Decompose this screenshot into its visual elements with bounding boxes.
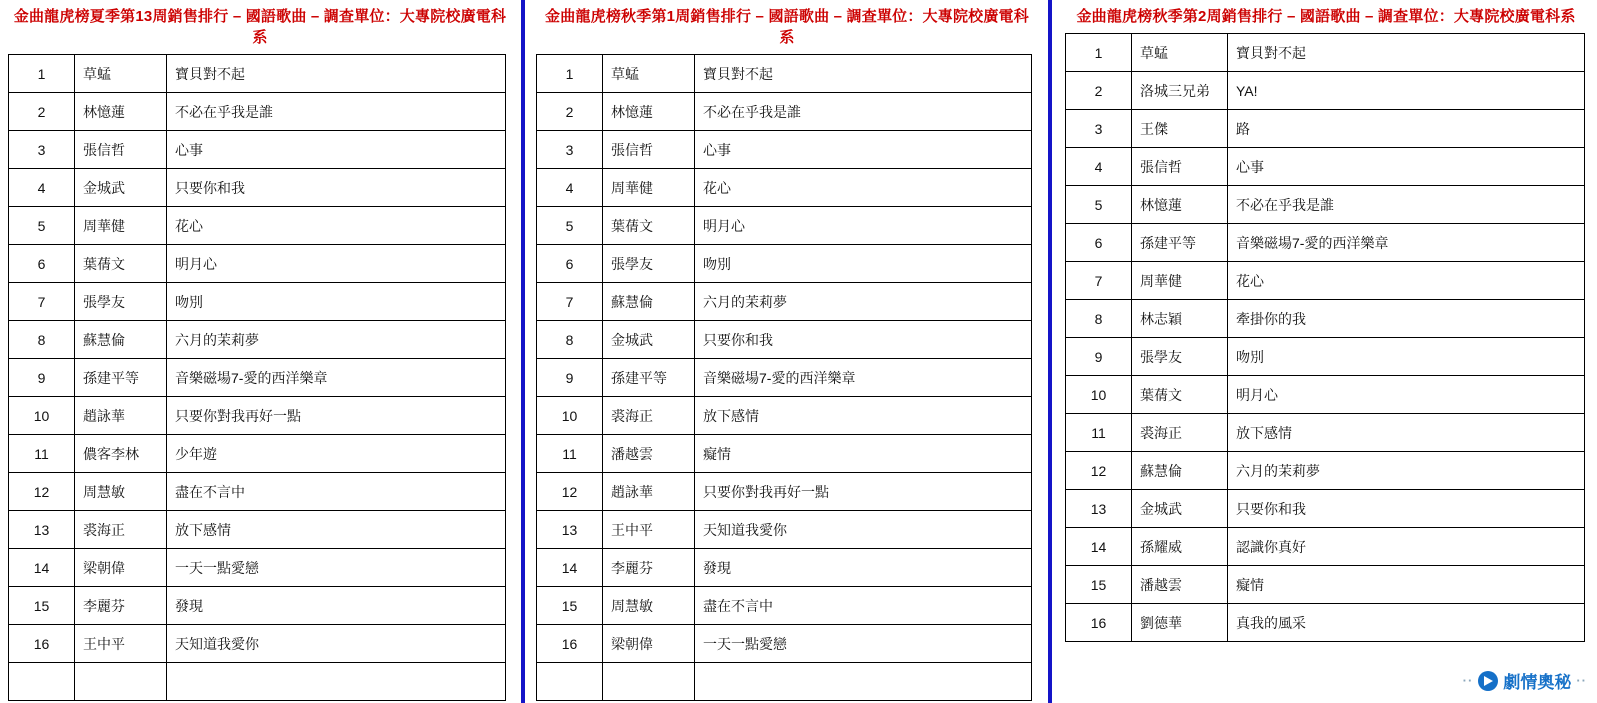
song-cell: 明月心 [1228, 376, 1585, 414]
rank-cell: 10 [537, 397, 603, 435]
song-cell: 心事 [695, 131, 1032, 169]
table-row [537, 473, 1032, 511]
song-cell: 癡情 [695, 435, 1032, 473]
rank-cell: 1 [1066, 34, 1132, 72]
rank-cell: 1 [9, 55, 75, 93]
artist-cell: 草蜢 [603, 55, 695, 93]
song-cell: 花心 [167, 207, 506, 245]
rank-cell: 11 [1066, 414, 1132, 452]
artist-cell: 草蜢 [1132, 34, 1228, 72]
artist-cell: 林憶蓮 [75, 93, 167, 131]
artist-cell: 梁朝偉 [603, 625, 695, 663]
table-row [9, 549, 506, 587]
rank-cell: 16 [537, 625, 603, 663]
artist-cell: 草蜢 [75, 55, 167, 93]
artist-cell: 張信哲 [75, 131, 167, 169]
table-row [9, 207, 506, 245]
song-cell: 只要你對我再好一點 [167, 397, 506, 435]
table-row [9, 55, 506, 93]
table-row [537, 321, 1032, 359]
rank-cell: 4 [537, 169, 603, 207]
artist-cell: 金城武 [603, 321, 695, 359]
song-cell: 明月心 [695, 207, 1032, 245]
artist-cell: 孫建平等 [603, 359, 695, 397]
artist-cell: 裘海正 [1132, 414, 1228, 452]
table-row [537, 587, 1032, 625]
song-cell: 寶貝對不起 [1228, 34, 1585, 72]
table-row [9, 663, 506, 701]
table-row [537, 93, 1032, 131]
rank-cell: 6 [1066, 224, 1132, 262]
song-cell: 花心 [695, 169, 1032, 207]
song-cell: 真我的風采 [1228, 604, 1585, 642]
watermark-trailing-dots: ·· [1576, 673, 1587, 688]
rank-cell: 15 [537, 587, 603, 625]
artist-cell: 梁朝偉 [75, 549, 167, 587]
rank-cell: 3 [9, 131, 75, 169]
artist-cell: 潘越雲 [603, 435, 695, 473]
song-cell: 花心 [1228, 262, 1585, 300]
watermark [1459, 666, 1591, 695]
table-row [9, 435, 506, 473]
rank-cell: 10 [9, 397, 75, 435]
table-row [537, 207, 1032, 245]
table-row [1066, 452, 1585, 490]
song-cell: 只要你對我再好一點 [695, 473, 1032, 511]
table-row [9, 283, 506, 321]
rank-cell: 12 [1066, 452, 1132, 490]
song-cell: 只要你和我 [695, 321, 1032, 359]
rank-cell [537, 663, 603, 701]
rank-cell: 11 [537, 435, 603, 473]
song-cell: 天知道我愛你 [695, 511, 1032, 549]
song-cell: 寶貝對不起 [695, 55, 1032, 93]
song-cell: 心事 [167, 131, 506, 169]
artist-cell: 蘇慧倫 [1132, 452, 1228, 490]
ranking-table [1065, 33, 1585, 642]
table-row [9, 359, 506, 397]
artist-cell: 蘇慧倫 [75, 321, 167, 359]
song-cell: 音樂磁場7-愛的西洋樂章 [1228, 224, 1585, 262]
ranking-panel-3 [1055, 0, 1597, 703]
song-cell: 不必在乎我是誰 [1228, 186, 1585, 224]
artist-cell: 蘇慧倫 [603, 283, 695, 321]
panel-divider [521, 0, 525, 703]
rank-cell: 2 [1066, 72, 1132, 110]
table-row [1066, 148, 1585, 186]
rank-cell: 5 [9, 207, 75, 245]
song-cell: 只要你和我 [167, 169, 506, 207]
song-cell: 只要你和我 [1228, 490, 1585, 528]
artist-cell: 趙詠華 [75, 397, 167, 435]
song-cell: 盡在不言中 [167, 473, 506, 511]
song-cell: 吻別 [695, 245, 1032, 283]
table-row [1066, 528, 1585, 566]
artist-cell: 裘海正 [603, 397, 695, 435]
song-cell [695, 663, 1032, 701]
artist-cell: 張信哲 [1132, 148, 1228, 186]
artist-cell: 裘海正 [75, 511, 167, 549]
table-row [9, 93, 506, 131]
artist-cell: 李麗芬 [603, 549, 695, 587]
table-row [537, 549, 1032, 587]
artist-cell [603, 663, 695, 701]
ranking-panel-2 [528, 0, 1046, 703]
table-row [1066, 186, 1585, 224]
table-row [1066, 490, 1585, 528]
artist-cell: 孫建平等 [1132, 224, 1228, 262]
table-row [9, 131, 506, 169]
rank-cell: 7 [9, 283, 75, 321]
song-cell [167, 663, 506, 701]
rank-cell: 7 [1066, 262, 1132, 300]
rank-cell: 11 [9, 435, 75, 473]
rank-cell: 13 [9, 511, 75, 549]
song-cell: 天知道我愛你 [167, 625, 506, 663]
rank-cell: 4 [9, 169, 75, 207]
song-cell: 癡情 [1228, 566, 1585, 604]
rank-cell: 3 [1066, 110, 1132, 148]
song-cell: 六月的茉莉夢 [695, 283, 1032, 321]
song-cell: 音樂磁場7-愛的西洋樂章 [167, 359, 506, 397]
artist-cell: 周華健 [1132, 262, 1228, 300]
song-cell: YA! [1228, 72, 1585, 110]
ranking-panel-1 [0, 0, 520, 703]
table-row [1066, 566, 1585, 604]
rank-cell: 16 [9, 625, 75, 663]
song-cell: 寶貝對不起 [167, 55, 506, 93]
song-cell: 發現 [167, 587, 506, 625]
table-row [9, 397, 506, 435]
song-cell: 認識你真好 [1228, 528, 1585, 566]
watermark-leading-dots: ·· [1462, 673, 1474, 688]
rank-cell: 9 [9, 359, 75, 397]
artist-cell: 孫建平等 [75, 359, 167, 397]
panel-divider [1048, 0, 1052, 703]
rank-cell: 16 [1066, 604, 1132, 642]
table-row [1066, 72, 1585, 110]
table-row [1066, 300, 1585, 338]
rank-cell: 12 [9, 473, 75, 511]
song-cell: 六月的茉莉夢 [1228, 452, 1585, 490]
song-cell: 放下感情 [167, 511, 506, 549]
artist-cell: 洛城三兄弟 [1132, 72, 1228, 110]
rank-cell: 6 [537, 245, 603, 283]
rank-cell: 13 [537, 511, 603, 549]
table-row [9, 473, 506, 511]
rank-cell: 7 [537, 283, 603, 321]
song-cell: 放下感情 [1228, 414, 1585, 452]
rank-cell: 14 [1066, 528, 1132, 566]
artist-cell: 葉蒨文 [75, 245, 167, 283]
table-row [1066, 110, 1585, 148]
table-row [9, 587, 506, 625]
rank-cell: 13 [1066, 490, 1132, 528]
song-cell: 少年遊 [167, 435, 506, 473]
artist-cell: 王傑 [1132, 110, 1228, 148]
table-row [1066, 224, 1585, 262]
table-row [9, 625, 506, 663]
artist-cell: 張學友 [75, 283, 167, 321]
rank-cell: 2 [537, 93, 603, 131]
table-row [1066, 604, 1585, 642]
artist-cell: 張學友 [1132, 338, 1228, 376]
panel-title: 金曲龍虎榜秋季第1周銷售排行 – 國語歌曲 – 調查單位：大專院校廣電科系 [545, 8, 1029, 46]
artist-cell: 葉蒨文 [603, 207, 695, 245]
ranking-table [8, 54, 506, 701]
artist-cell: 劉德華 [1132, 604, 1228, 642]
artist-cell: 王中平 [75, 625, 167, 663]
table-row [537, 169, 1032, 207]
artist-cell: 林志穎 [1132, 300, 1228, 338]
song-cell: 不必在乎我是誰 [695, 93, 1032, 131]
artist-cell: 周慧敏 [75, 473, 167, 511]
rank-cell: 14 [537, 549, 603, 587]
rank-cell [9, 663, 75, 701]
table-row [537, 625, 1032, 663]
artist-cell: 張學友 [603, 245, 695, 283]
artist-cell: 孫耀威 [1132, 528, 1228, 566]
artist-cell: 周華健 [75, 207, 167, 245]
table-row [537, 55, 1032, 93]
song-cell: 放下感情 [695, 397, 1032, 435]
song-cell: 明月心 [167, 245, 506, 283]
artist-cell: 周華健 [603, 169, 695, 207]
artist-cell: 金城武 [1132, 490, 1228, 528]
rank-cell: 6 [9, 245, 75, 283]
rank-cell: 14 [9, 549, 75, 587]
table-row [537, 359, 1032, 397]
artist-cell: 林憶蓮 [603, 93, 695, 131]
song-cell: 一天一點愛戀 [167, 549, 506, 587]
table-row [9, 245, 506, 283]
song-cell: 六月的茉莉夢 [167, 321, 506, 359]
table-row [1066, 338, 1585, 376]
table-row [537, 511, 1032, 549]
table-row [537, 283, 1032, 321]
song-cell: 音樂磁場7-愛的西洋樂章 [695, 359, 1032, 397]
artist-cell: 林憶蓮 [1132, 186, 1228, 224]
song-cell: 心事 [1228, 148, 1585, 186]
rank-cell: 15 [1066, 566, 1132, 604]
artist-cell: 張信哲 [603, 131, 695, 169]
table-row [9, 169, 506, 207]
artist-cell [75, 663, 167, 701]
watermark-label: 劇情奧秘 [1503, 673, 1572, 692]
table-row [537, 435, 1032, 473]
table-row [1066, 376, 1585, 414]
table-row [537, 245, 1032, 283]
table-row [537, 663, 1032, 701]
rank-cell: 3 [537, 131, 603, 169]
panel-title: 金曲龍虎榜夏季第13周銷售排行 – 國語歌曲 – 調查單位：大專院校廣電科系 [13, 8, 507, 46]
artist-cell: 趙詠華 [603, 473, 695, 511]
rank-cell: 4 [1066, 148, 1132, 186]
table-row [537, 131, 1032, 169]
play-icon [1478, 671, 1498, 691]
song-cell: 不必在乎我是誰 [167, 93, 506, 131]
song-cell: 盡在不言中 [695, 587, 1032, 625]
song-cell: 路 [1228, 110, 1585, 148]
rank-cell: 15 [9, 587, 75, 625]
rank-cell: 5 [1066, 186, 1132, 224]
rank-cell: 2 [9, 93, 75, 131]
artist-cell: 潘越雲 [1132, 566, 1228, 604]
table-row [537, 397, 1032, 435]
rank-cell: 8 [9, 321, 75, 359]
artist-cell: 儂客李林 [75, 435, 167, 473]
rank-cell: 9 [537, 359, 603, 397]
song-cell: 發現 [695, 549, 1032, 587]
song-cell: 吻別 [167, 283, 506, 321]
rank-cell: 5 [537, 207, 603, 245]
artist-cell: 王中平 [603, 511, 695, 549]
artist-cell: 葉蒨文 [1132, 376, 1228, 414]
song-cell: 牽掛你的我 [1228, 300, 1585, 338]
rank-cell: 12 [537, 473, 603, 511]
panel-title: 金曲龍虎榜秋季第2周銷售排行 – 國語歌曲 – 調查單位：大專院校廣電科系 [1076, 8, 1576, 25]
table-row [1066, 414, 1585, 452]
rank-cell: 8 [537, 321, 603, 359]
artist-cell: 金城武 [75, 169, 167, 207]
rank-cell: 1 [537, 55, 603, 93]
table-row [1066, 262, 1585, 300]
table-row [9, 511, 506, 549]
song-cell: 吻別 [1228, 338, 1585, 376]
artist-cell: 李麗芬 [75, 587, 167, 625]
table-row [9, 321, 506, 359]
rank-cell: 10 [1066, 376, 1132, 414]
song-cell: 一天一點愛戀 [695, 625, 1032, 663]
rank-cell: 8 [1066, 300, 1132, 338]
ranking-table [536, 54, 1032, 701]
table-row [1066, 34, 1585, 72]
rank-cell: 9 [1066, 338, 1132, 376]
artist-cell: 周慧敏 [603, 587, 695, 625]
